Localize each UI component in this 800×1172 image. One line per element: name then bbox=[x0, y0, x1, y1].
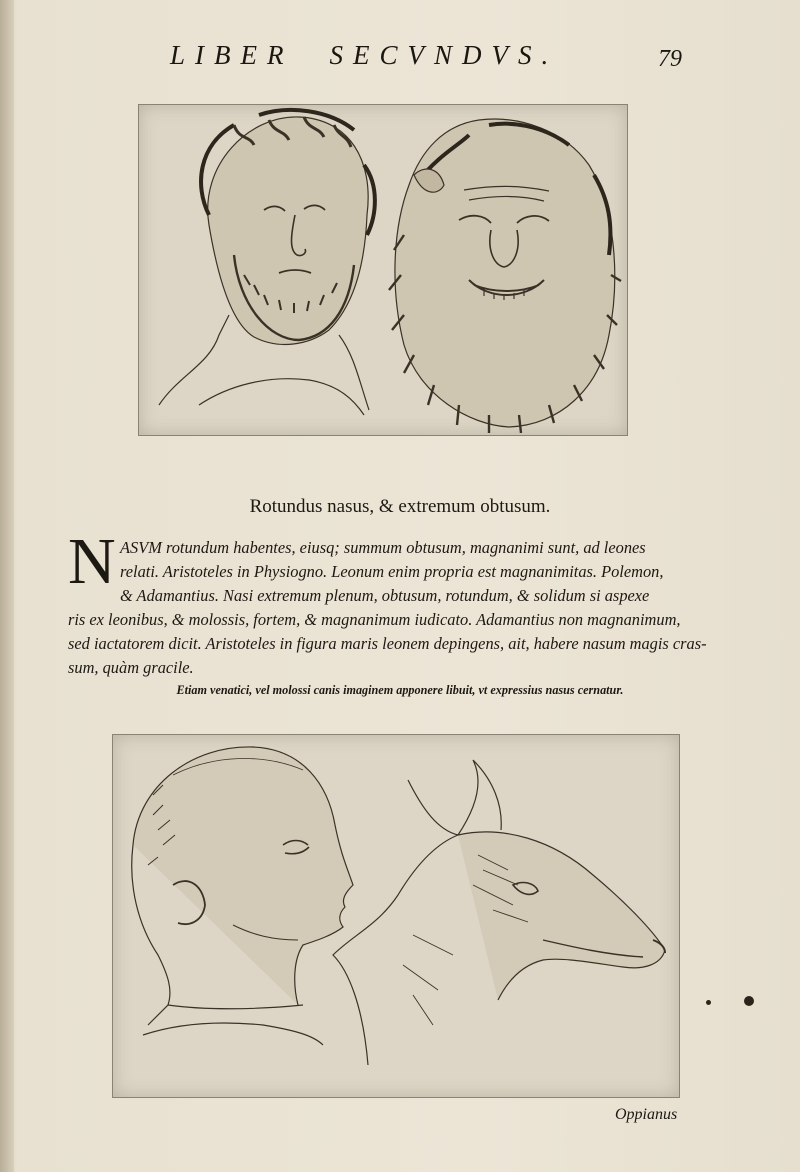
figure-note: Etiam venatici, vel molossi canis imaginem apponere libuit, vt expressius nasus cernatur. bbox=[176, 683, 624, 697]
engraving-plate-top bbox=[138, 104, 628, 436]
running-head-right: SECVNDVS. bbox=[329, 40, 559, 70]
binding-gutter bbox=[0, 0, 14, 1172]
page-number: 79 bbox=[658, 46, 682, 72]
body-line: ASVM rotundum habentes, eiusq; summum obtusum, magnanimi sunt, ad leones bbox=[120, 538, 646, 557]
running-head-left: LIBER bbox=[170, 40, 294, 70]
catchword: Oppianus bbox=[615, 1106, 678, 1123]
engraving-plate-bottom bbox=[112, 734, 680, 1098]
body-line: relati. Aristoteles in Physiogno. Leonum enim propria est magnanimitas. Polemon, bbox=[120, 562, 664, 581]
ink-spot bbox=[706, 1000, 711, 1005]
body-line: & Adamantius. Nasi extremum plenum, obtusum, rotundum, & solidum si aspexe bbox=[120, 586, 650, 605]
body-paragraph bbox=[68, 536, 718, 680]
figure-caption: Rotundus nasus, & extremum obtusum. bbox=[249, 496, 551, 517]
running-head bbox=[170, 40, 558, 71]
drop-capital: N bbox=[68, 525, 116, 598]
ink-spot bbox=[744, 996, 754, 1006]
hound-head-engraving bbox=[333, 760, 665, 1065]
man-head-engraving bbox=[159, 110, 375, 415]
body-line: sum, quàm gracile. bbox=[68, 658, 194, 677]
body-line: sed iactatorem dicit. Aristoteles in figura maris leonem depingens, ait, habere nasum magis cras- bbox=[68, 634, 707, 653]
body-line: ris ex leonibus, & molossis, fortem, & magnanimum iudicato. Adamantius non magnanimum, bbox=[68, 610, 681, 629]
bald-man-profile-engraving bbox=[132, 747, 353, 1045]
lion-head-engraving bbox=[389, 119, 621, 433]
